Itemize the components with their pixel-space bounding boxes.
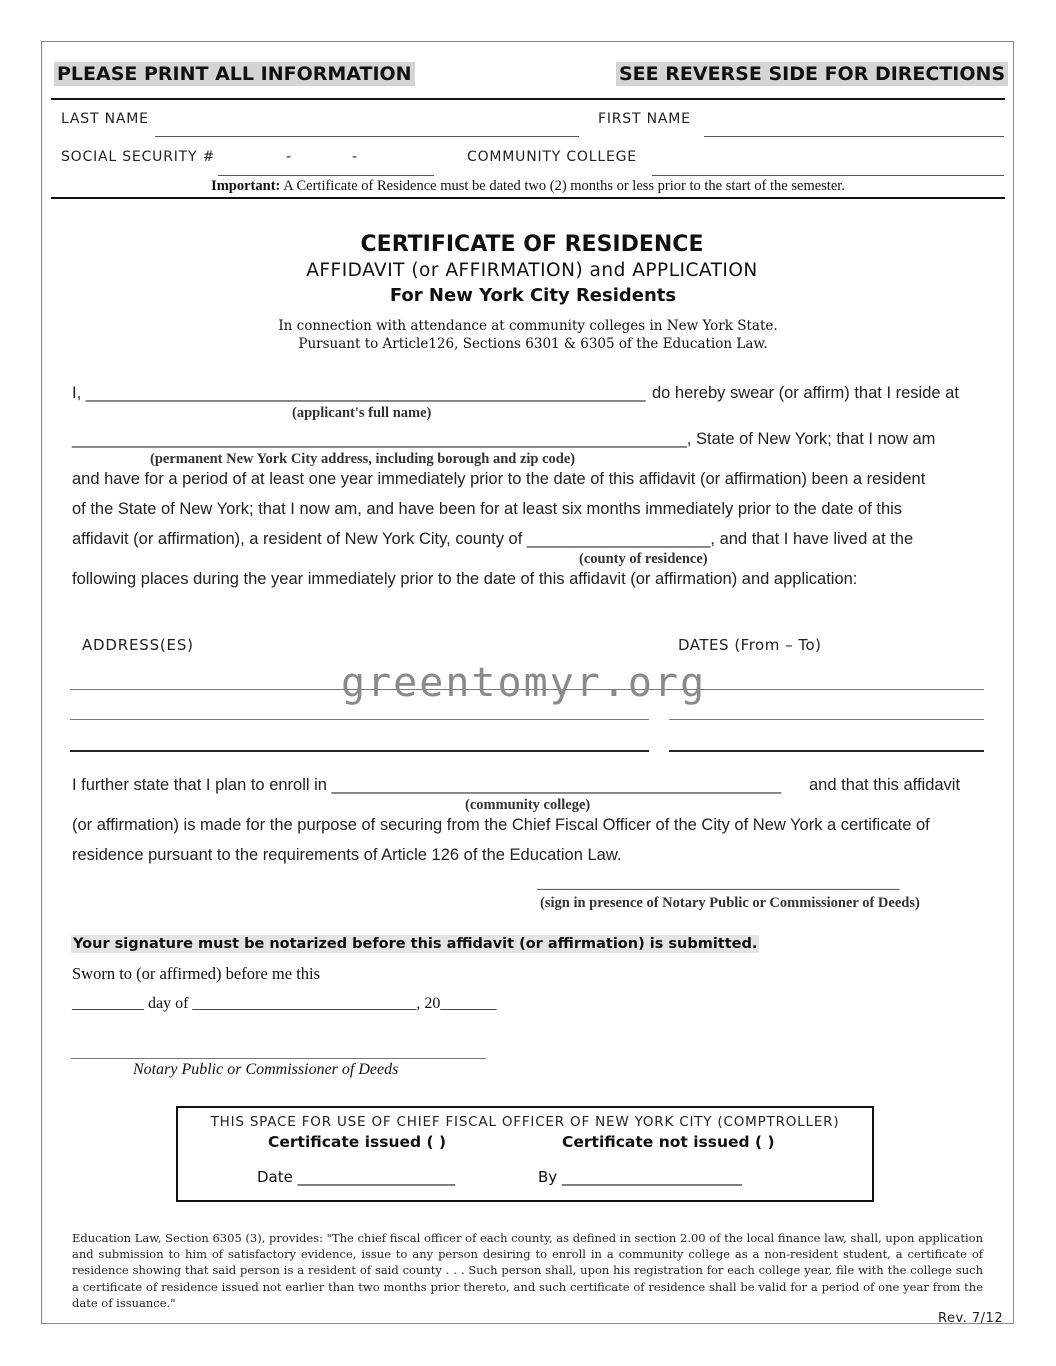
enroll-college-line[interactable]: I further state that I plan to enroll in _________________________________________________ bbox=[72, 776, 782, 794]
notarize-notice: Your signature must be notarized before this affidavit (or affirmation) is submitted. bbox=[73, 936, 758, 952]
ssn-dash-1: - bbox=[286, 149, 292, 165]
comptroller-heading: THIS SPACE FOR USE OF CHIEF FISCAL OFFICER OF NEW YORK CITY (COMPTROLLER) bbox=[210, 1114, 840, 1130]
ssn-dash-2: - bbox=[352, 149, 358, 165]
affidavit-text: and that this affidavit bbox=[809, 776, 961, 794]
notary-signature-line[interactable] bbox=[71, 1058, 486, 1059]
important-note bbox=[0, 178, 1056, 195]
signature-caption: (sign in presence of Notary Public or Commissioner of Deeds) bbox=[540, 895, 920, 911]
dates-row-2[interactable] bbox=[669, 719, 984, 720]
notary-label: Notary Public or Commissioner of Deeds bbox=[133, 1061, 399, 1078]
last-name-field[interactable] bbox=[155, 136, 579, 137]
dates-row-3[interactable] bbox=[669, 750, 984, 752]
signature-line[interactable]: __________________________________________________ bbox=[537, 876, 900, 892]
address-row-2[interactable] bbox=[70, 719, 649, 720]
comptroller-date-field[interactable]: Date _____________________ bbox=[257, 1168, 456, 1186]
enroll-college-caption: (community college) bbox=[465, 797, 591, 813]
swear-text: do hereby swear (or affirm) that I reside at bbox=[652, 384, 959, 402]
first-name-field[interactable] bbox=[704, 136, 1004, 137]
important-label: Important: bbox=[211, 178, 281, 194]
ssn-field[interactable] bbox=[218, 175, 434, 176]
address-caption: (permanent New York City address, including borough and zip code) bbox=[150, 451, 576, 467]
residency-text-3: following places during the year immediately prior to the date of this affidavit (or affirmation) and application: bbox=[72, 570, 858, 588]
certificate-not-issued-checkbox[interactable]: Certificate not issued ( ) bbox=[562, 1133, 775, 1151]
community-college-field[interactable] bbox=[652, 175, 1004, 176]
sworn-text: Sworn to (or affirmed) before me this bbox=[72, 964, 321, 983]
residency-text-2: of the State of New York; that I now am, and have been for at least six months immediately prior to the date of this bbox=[72, 500, 903, 518]
last-name-label: LAST NAME bbox=[61, 111, 149, 127]
statute-reference-1: In connection with attendance at community colleges in New York State. bbox=[278, 318, 778, 334]
certificate-issued-checkbox[interactable]: Certificate issued ( ) bbox=[268, 1133, 447, 1151]
header-rule bbox=[51, 98, 1005, 100]
purpose-text-1: (or affirmation) is made for the purpose of securing from the Chief Fiscal Officer of the City of New York a certificate of bbox=[72, 816, 930, 834]
education-law-footnote: Education Law, Section 6305 (3), provides: "The chief fiscal officer of each county, as defined in section 2.00 of the local finance law, shall, upon application and submission to him of satisfactory evidence, issue to any person desiring to enroll in a community college as a non-resident student, a certificate of residence showing that said person is a resident of said county . . . Such person shall, upon his registration for each college year, file with the college such a certificate of residence issued not earlier than two months prior thereto, and such certificate of residence shall be valid for a period of one year from the date of issuance." bbox=[72, 1231, 983, 1310]
applicant-name-line[interactable]: I, _____________________________________________________________ bbox=[72, 384, 646, 402]
statute-reference-2: Pursuant to Article126, Sections 6301 & 6305 of the Education Law. bbox=[298, 336, 768, 352]
revision-label: Rev. 7/12 bbox=[938, 1311, 1004, 1326]
community-college-label: COMMUNITY COLLEGE bbox=[467, 149, 637, 165]
print-instruction: PLEASE PRINT ALL INFORMATION bbox=[54, 62, 415, 86]
purpose-text-2: residence pursuant to the requirements of Article 126 of the Education Law. bbox=[72, 846, 622, 864]
county-caption: (county of residence) bbox=[579, 551, 708, 567]
address-line[interactable]: ___________________________________________________________________, State of New York; that I now am bbox=[72, 430, 936, 448]
ssn-label: SOCIAL SECURITY # bbox=[61, 149, 216, 165]
dates-label: DATES (From – To) bbox=[678, 636, 822, 654]
form-audience: For New York City Residents bbox=[389, 285, 677, 306]
section-rule bbox=[51, 197, 1005, 199]
county-line[interactable]: affidavit (or affirmation), a resident of New York City, county of ____________________, and that I have lived at the bbox=[72, 530, 914, 548]
address-row-3[interactable] bbox=[70, 750, 649, 752]
first-name-label: FIRST NAME bbox=[598, 111, 691, 127]
applicant-name-caption: (applicant's full name) bbox=[292, 405, 432, 421]
addresses-label: ADDRESS(ES) bbox=[82, 636, 194, 654]
watermark: greentomyr.org bbox=[341, 660, 707, 706]
sworn-date-line[interactable]: _________ day of ____________________________, 20_______ bbox=[72, 995, 497, 1012]
form-subtitle: AFFIDAVIT (or AFFIRMATION) and APPLICATION bbox=[306, 260, 758, 281]
form-title: CERTIFICATE OF RESIDENCE bbox=[360, 232, 704, 257]
important-text: A Certificate of Residence must be dated two (2) months or less prior to the start of the semester. bbox=[283, 178, 845, 194]
comptroller-by-field[interactable]: By ________________________ bbox=[538, 1168, 742, 1186]
directions-note: SEE REVERSE SIDE FOR DIRECTIONS bbox=[616, 62, 1008, 86]
residency-text-1: and have for a period of at least one year immediately prior to the date of this affidavit (or affirmation) been a resident bbox=[72, 470, 926, 488]
